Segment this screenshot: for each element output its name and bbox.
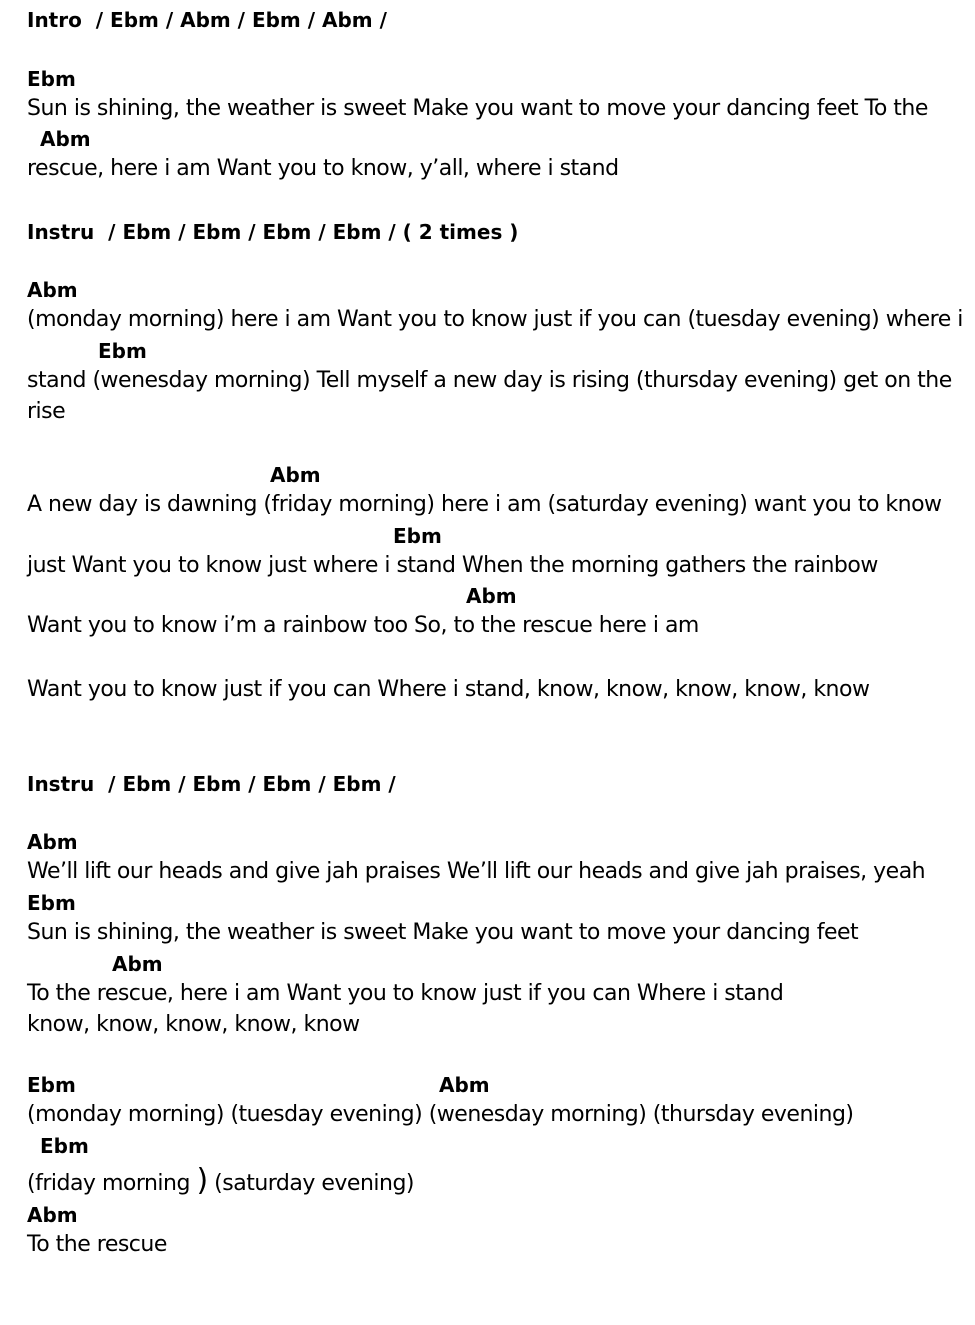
lyric-line: (monday morning) here i am Want you to know just if you can (tuesday evening) where i — [27, 307, 963, 332]
chord-abm: Abm — [112, 952, 163, 976]
chord-ebm: Ebm — [27, 1073, 76, 1097]
chord-ebm: Ebm — [27, 67, 76, 91]
chord-abm: Abm — [27, 1203, 78, 1227]
chord-ebm: Ebm — [393, 524, 442, 548]
lyric-segment: (friday morning — [27, 1171, 197, 1196]
chord-ebm: Ebm — [40, 1134, 89, 1158]
lyric-line — [27, 1163, 415, 1198]
lyric-line: rescue, here i am Want you to know, y’all, where i stand — [27, 156, 619, 181]
lyric-line: We’ll lift our heads and give jah praises We’ll lift our heads and give jah praises, yeah — [27, 859, 926, 884]
chord-ebm: Ebm — [27, 891, 76, 915]
chord-abm: Abm — [27, 278, 78, 302]
lyric-line: To the rescue — [27, 1232, 167, 1257]
chord-ebm: Ebm — [98, 339, 147, 363]
lyric-line: (monday morning) (tuesday evening) (wenesday morning) (thursday evening) — [27, 1102, 854, 1127]
instru-line: Instru / Ebm / Ebm / Ebm / Ebm / — [27, 772, 396, 796]
closing-paren: ) — [196, 1163, 208, 1198]
lyric-line: To the rescue, here i am Want you to know just if you can Where i stand — [27, 981, 784, 1006]
chord-abm: Abm — [270, 463, 321, 487]
lyric-line: know, know, know, know, know — [27, 1012, 360, 1037]
lyric-line: Sun is shining, the weather is sweet Make you want to move your dancing feet To the — [27, 96, 928, 121]
lyric-line: Want you to know i’m a rainbow too So, to the rescue here i am — [27, 613, 699, 638]
chord-abm: Abm — [439, 1073, 490, 1097]
chord-abm: Abm — [27, 830, 78, 854]
lyric-line: Want you to know just if you can Where i stand, know, know, know, know, know — [27, 677, 870, 702]
instru-line: Instru / Ebm / Ebm / Ebm / Ebm / ( 2 times ) — [27, 220, 519, 244]
lyric-line: A new day is dawning (friday morning) here i am (saturday evening) want you to know — [27, 492, 942, 517]
lyric-segment: (saturday evening) — [207, 1171, 415, 1196]
chord-abm: Abm — [40, 127, 91, 151]
lyric-line: stand (wenesday morning) Tell myself a new day is rising (thursday evening) get on the — [27, 368, 952, 393]
chord-abm: Abm — [466, 584, 517, 608]
intro-line: Intro / Ebm / Abm / Ebm / Abm / — [27, 8, 387, 32]
lyric-line: rise — [27, 399, 66, 424]
lyric-line: Sun is shining, the weather is sweet Make you want to move your dancing feet — [27, 920, 859, 945]
lyric-line: just Want you to know just where i stand When the morning gathers the rainbow — [27, 553, 878, 578]
